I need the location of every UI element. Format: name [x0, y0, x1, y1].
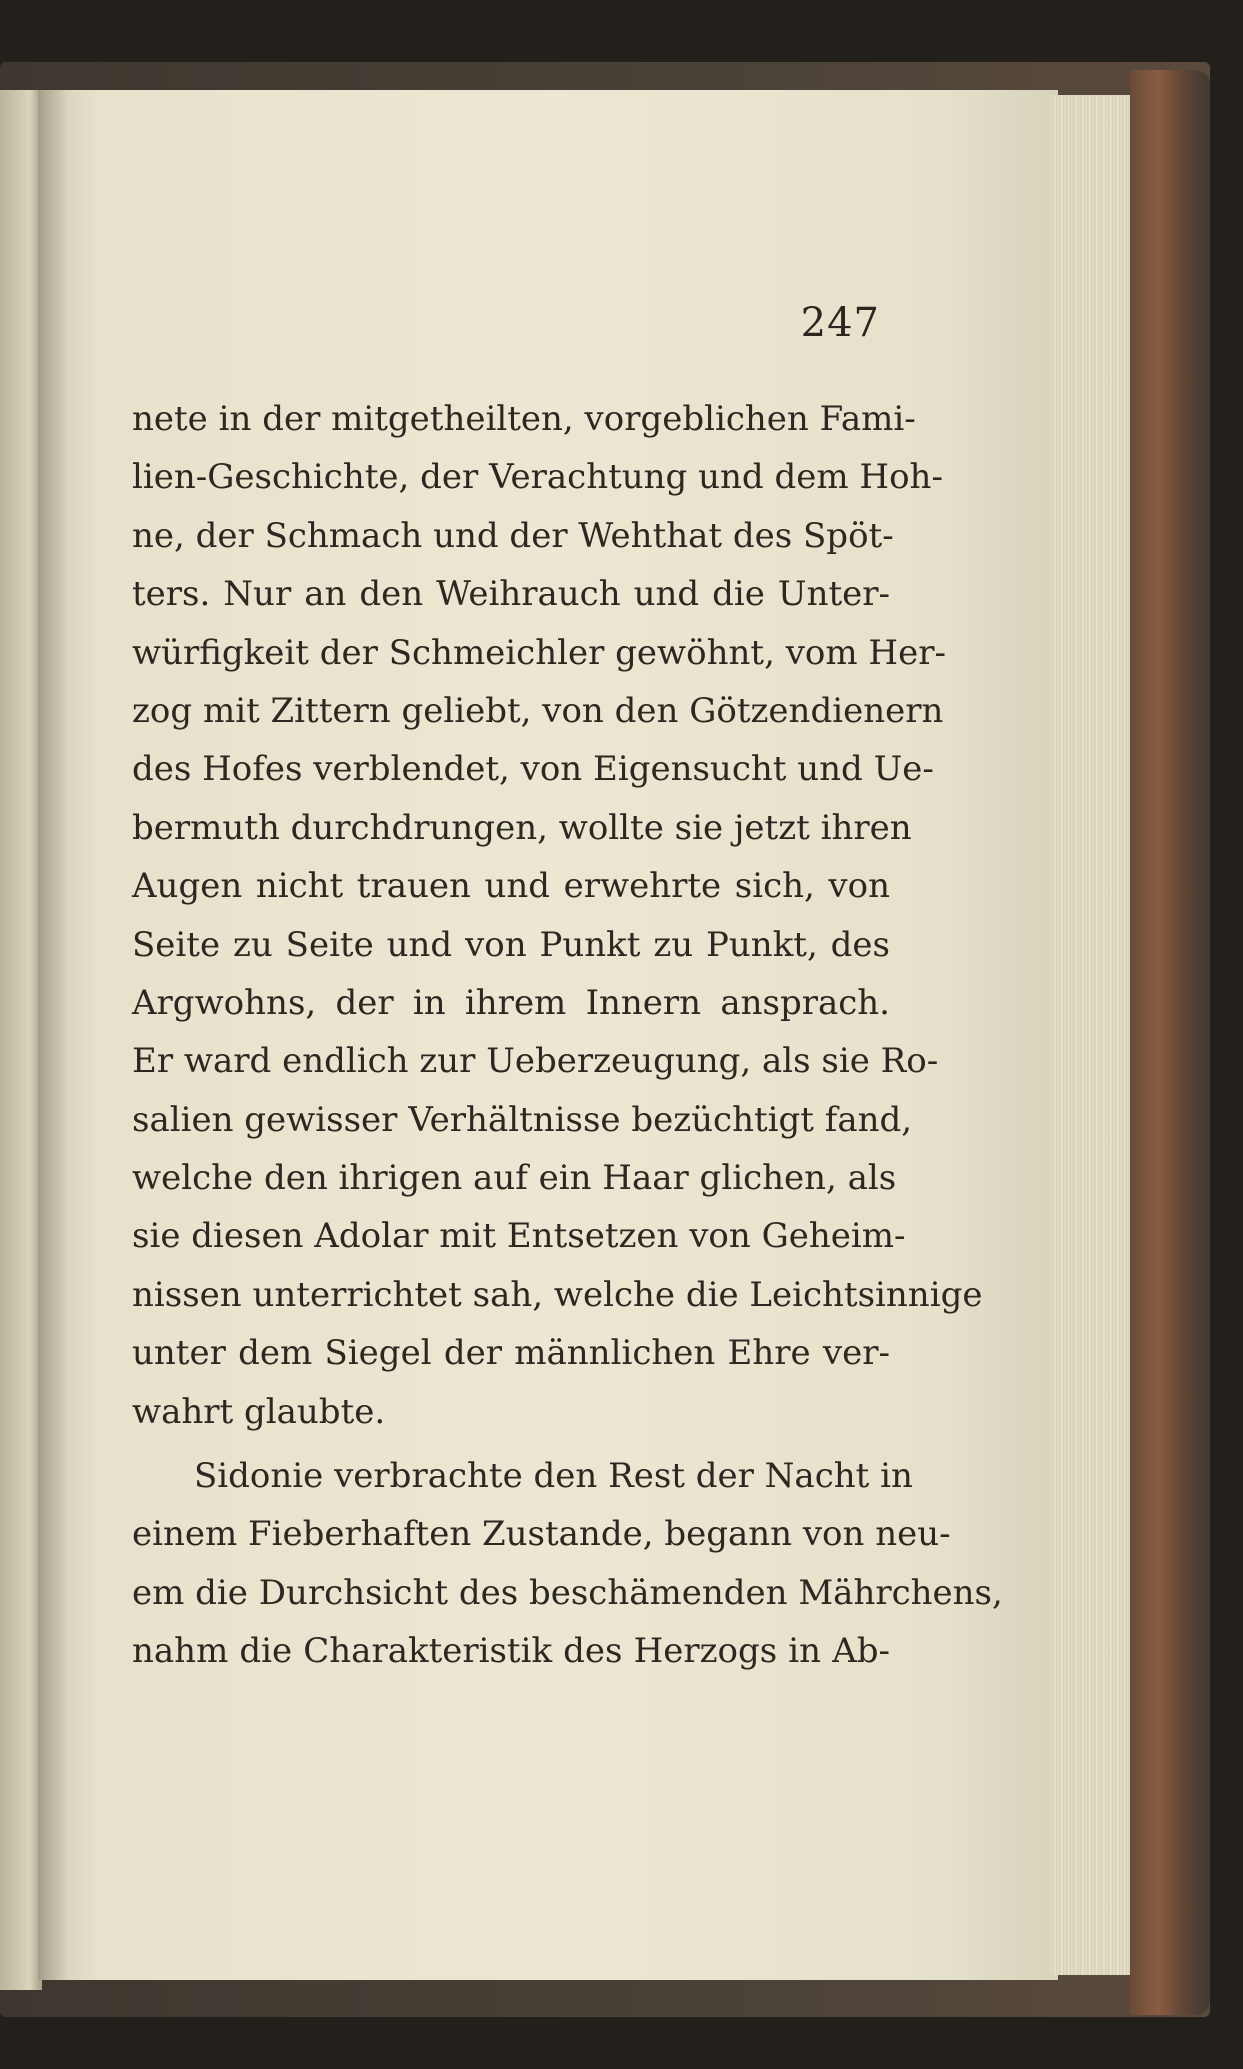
text-line: des Hofes verblendet, von Eigensucht und Ue-	[132, 749, 934, 790]
text-line: sie diesen Adolar mit Entsetzen von Geheim-	[132, 1216, 906, 1257]
text-line: ne, der Schmach und der Wehthat des Spöt-	[132, 515, 894, 556]
book-spine-edge	[1130, 70, 1210, 2015]
text-line: Augen nicht trauen und erwehrte sich, von	[132, 866, 890, 907]
text-line: welche den ihrigen auf ein Haar glichen, als	[132, 1158, 897, 1199]
text-line: em die Durchsicht des beschämenden Mährchens,	[132, 1572, 1003, 1613]
text-line: nissen unterrichtet sah, welche die Leichtsinnige	[132, 1274, 983, 1315]
text-line: wahrt glaubte.	[132, 1391, 386, 1432]
page-number: 247	[800, 300, 880, 346]
text-line: salien gewisser Verhältnisse bezüchtigt fand,	[132, 1099, 913, 1140]
text-line: Argwohns, der in ihrem Innern ansprach.	[132, 982, 890, 1023]
page-gutter-shadow	[38, 90, 68, 1980]
text-line: nahm die Charakteristik des Herzogs in Ab-	[132, 1631, 890, 1672]
body-text	[132, 390, 1003, 1681]
text-line: ters. Nur an den Weihrauch und die Unter-	[132, 574, 890, 615]
left-page-sliver	[0, 90, 42, 1990]
text-line: zog mit Zittern geliebt, von den Götzendienern	[132, 690, 944, 731]
text-line: lien-Geschichte, der Verachtung und dem Hoh-	[132, 457, 943, 498]
text-line: nete in der mitgetheilten, vorgeblichen Fami-	[132, 399, 916, 439]
text-line: unter dem Siegel der männlichen Ehre ver-	[132, 1333, 890, 1374]
page-edges	[1050, 95, 1130, 1975]
text-line: Seite zu Seite und von Punkt zu Punkt, des	[132, 924, 890, 965]
text-line: Sidonie verbrachte den Rest der Nacht in	[194, 1456, 913, 1497]
text-line: bermuth durchdrungen, wollte sie jetzt ihren	[132, 807, 912, 848]
text-line: Er ward endlich zur Ueberzeugung, als sie Ro-	[132, 1041, 939, 1082]
text-line: würfigkeit der Schmeichler gewöhnt, vom Her-	[132, 632, 946, 673]
text-line: einem Fieberhaften Zustande, begann von neu-	[132, 1514, 951, 1555]
